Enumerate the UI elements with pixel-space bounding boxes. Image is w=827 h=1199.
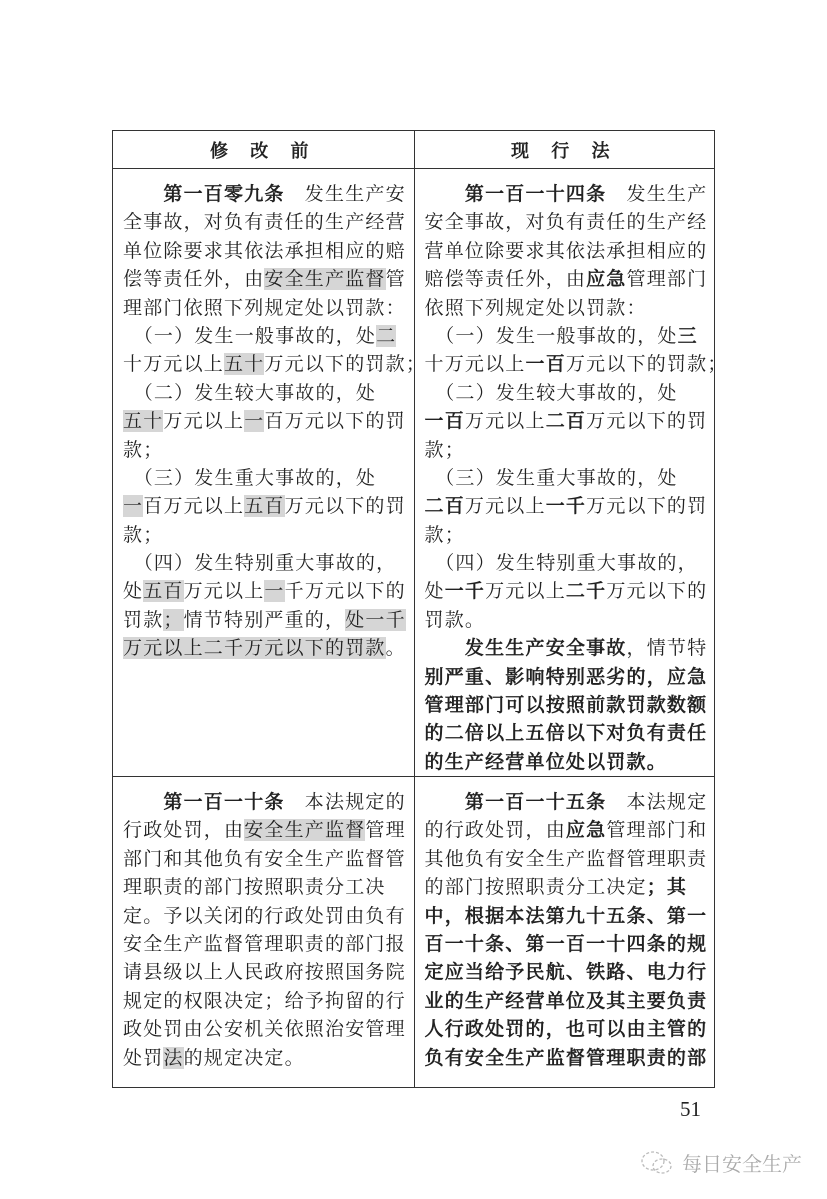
watermark-text: 每日安全生产 (682, 1154, 802, 1176)
text-segment: 的部门按照职责分工决定 (424, 876, 647, 899)
text-segment: 千万元以下的 (284, 580, 406, 603)
text-line (425, 719, 715, 747)
bold-text: 一百 (525, 353, 566, 376)
text-segment (123, 183, 163, 205)
text-segment: 万元以下的罚 (586, 495, 708, 518)
highlighted-text: 二 (376, 324, 397, 347)
text-segment: 处 (123, 580, 144, 603)
text-line (123, 845, 414, 873)
bold-text: 一千 (545, 495, 587, 518)
table-header-row (113, 131, 714, 168)
text-line (123, 930, 414, 958)
text-segment (123, 791, 163, 813)
text-segment: 款； (123, 523, 164, 546)
text-line (123, 987, 414, 1015)
highlighted-text: 一 (244, 410, 265, 433)
text-line (123, 464, 414, 492)
text-line (425, 322, 715, 350)
text-segment: 其他负有安全生产监督管理职责 (424, 847, 708, 870)
text-segment: 百万元以下的罚 (264, 410, 406, 433)
text-segment: 万元以上 (485, 580, 566, 603)
bold-text: 三 (677, 324, 698, 347)
text-line (123, 379, 414, 407)
highlighted-text: 处一千 (345, 608, 406, 631)
text-segment: 万元以下的罚款； (264, 353, 427, 376)
text-line (425, 691, 715, 719)
text-segment: （四）发生特别重大事故的， (123, 552, 397, 575)
highlighted-text: 安全生产监督 (244, 819, 366, 842)
text-line (425, 379, 715, 407)
text-segment (425, 637, 465, 659)
highlighted-text: 五十 (224, 353, 265, 376)
text-segment: 情节特别严重的， (183, 608, 346, 631)
text-segment: 规定的权限决定；给予拘留的行 (123, 989, 406, 1012)
text-line (425, 577, 715, 605)
text-segment: 政处罚由公安机关依照治安管理 (123, 1018, 406, 1041)
text-segment: 单位除要求其依法承担相应的赔 (123, 239, 406, 262)
text-line (425, 634, 715, 662)
text-segment: 万元以下的罚 (586, 410, 708, 433)
highlighted-text: ； (163, 608, 184, 631)
text-line (123, 634, 414, 662)
text-segment: （三）发生重大事故的，处 (424, 466, 678, 489)
text-line (123, 816, 414, 844)
text-segment: 发生生产 (606, 183, 708, 205)
text-segment: 理职责的部门按照职责分工决 (123, 876, 386, 899)
bold-text: 第一百一十五条 (464, 791, 607, 813)
text-segment: 万元以下的罚款； (565, 353, 728, 376)
text-line (123, 1044, 414, 1072)
watermark (640, 1148, 802, 1177)
bold-text: 一千 (444, 580, 486, 603)
text-line (425, 180, 715, 208)
text-line (123, 577, 414, 605)
text-segment: ，情节特 (626, 637, 708, 660)
table-row (113, 776, 714, 1087)
text-segment: （三）发生重大事故的，处 (123, 466, 377, 489)
text-segment: 罚款。 (424, 608, 486, 631)
highlighted-text: 万元以上二千万元以下的罚款 (123, 637, 386, 660)
text-segment: （四）发生特别重大事故的， (424, 552, 698, 575)
text-line (425, 464, 715, 492)
bold-text: ；其 (646, 876, 688, 899)
text-line (425, 436, 715, 464)
text-segment (425, 183, 465, 205)
text-segment: 万元以上 (183, 580, 265, 603)
text-line (425, 521, 715, 549)
text-line (123, 350, 427, 378)
highlighted-text: 五百 (143, 580, 184, 603)
text-segment: （二）发生较大事故的，处 (123, 381, 377, 404)
text-line (425, 606, 715, 634)
text-segment: 处罚 (123, 1046, 164, 1069)
highlighted-text: 五十 (123, 410, 164, 433)
before-cell (113, 169, 427, 776)
current-cell (414, 169, 728, 776)
highlighted-text: 一 (264, 580, 285, 603)
text-segment: 万元以上 (464, 495, 546, 518)
text-segment: 管理 (365, 819, 406, 842)
text-segment: 管 (385, 268, 406, 291)
bold-text: 的生产经营单位处以罚款。 (424, 750, 667, 773)
text-segment: 本法规定的 (284, 791, 406, 813)
text-line (424, 350, 728, 378)
header-before-revision: 修 改 前 (209, 140, 317, 162)
bold-text: 第一百一十四条 (464, 183, 607, 205)
text-segment (425, 791, 465, 813)
bold-text: 别严重、影响特别恶劣的，应急 (424, 665, 708, 688)
text-line (123, 873, 414, 901)
bold-text: 中，根据本法第九十五条、第一 (424, 904, 708, 927)
text-segment: 万元以下的 (606, 580, 708, 603)
text-line (425, 873, 715, 901)
text-line (425, 549, 715, 577)
text-segment: 处 (424, 580, 445, 603)
text-line (425, 748, 715, 776)
text-segment: 十万元以上 (424, 353, 526, 376)
bold-text: 百一十条、第一百一十四条的规 (424, 932, 708, 955)
text-line (123, 521, 414, 549)
text-segment: 十万元以上 (123, 353, 225, 376)
text-segment: 万元以上 (163, 410, 245, 433)
text-segment: 管理部门和 (606, 819, 708, 842)
text-segment: 。 (385, 637, 406, 660)
comparison-table (112, 130, 728, 1088)
bold-text: 发生生产安全事故 (464, 637, 627, 660)
header-current-law: 现 行 法 (414, 131, 715, 168)
bold-text: 二千 (565, 580, 607, 603)
text-line (425, 1044, 715, 1072)
text-segment: 赔偿等责任外，由 (424, 268, 587, 291)
text-line (425, 930, 715, 958)
text-segment: （一）发生一般事故的，处 (424, 324, 678, 347)
highlighted-text: 五百 (244, 495, 285, 518)
text-segment: 万元以上 (464, 410, 546, 433)
text-segment: 的行政处罚，由 (424, 819, 566, 842)
text-line (425, 902, 715, 930)
bold-text: 业的生产经营单位及其主要负责 (424, 989, 708, 1012)
bold-text: 管理部门可以按照前款罚款数额 (424, 694, 708, 717)
before-cell (113, 777, 414, 1087)
text-line (123, 606, 414, 634)
highlighted-text: 一 (123, 495, 144, 518)
text-line (123, 1015, 414, 1043)
text-segment: 的规定决定。 (183, 1046, 305, 1069)
text-segment: 行政处罚，由 (123, 819, 245, 842)
text-line (425, 845, 715, 873)
text-line (123, 436, 414, 464)
current-cell (414, 777, 715, 1087)
text-segment: 发生生产安 (284, 183, 406, 205)
bold-text: 二百 (424, 495, 465, 518)
text-line (425, 663, 715, 691)
text-line (425, 208, 715, 236)
text-line (425, 958, 715, 986)
text-line (123, 322, 414, 350)
text-line (425, 294, 715, 322)
text-line (425, 407, 715, 435)
text-segment: 理部门依照下列规定处以罚款： (123, 296, 406, 319)
text-line (123, 294, 414, 322)
text-line (123, 902, 414, 930)
bold-text: 人行政处罚的，也可以由主管的 (424, 1018, 708, 1041)
text-line (425, 1015, 715, 1043)
text-line (425, 816, 715, 844)
text-segment: 本法规定 (606, 791, 708, 813)
text-segment: 万元以下的罚 (284, 495, 406, 518)
text-segment: 安全生产监督管理职责的部门报 (123, 932, 406, 955)
highlighted-text: 安全生产监督 (264, 268, 386, 291)
text-segment: 部门和其他负有安全生产监督管 (123, 847, 406, 870)
text-segment: 安全事故，对负有责任的生产经 (424, 211, 708, 234)
text-segment: 请县级以上人民政府按照国务院 (123, 961, 406, 984)
text-segment: 款； (123, 438, 164, 461)
table-row (113, 168, 728, 776)
page-number: 51 (680, 1097, 701, 1121)
bold-text: 定应当给予民航、铁路、电力行 (424, 961, 708, 984)
text-line (123, 180, 414, 208)
text-line (123, 407, 414, 435)
text-line (123, 208, 414, 236)
text-line (425, 987, 715, 1015)
text-line (123, 549, 414, 577)
text-line (123, 265, 414, 293)
text-segment: 定。予以关闭的行政处罚由负有 (123, 904, 406, 927)
text-segment: 偿等责任外，由 (123, 268, 265, 291)
bold-text: 负有安全生产监督管理职责的部 (424, 1046, 708, 1069)
text-segment: 罚款 (123, 608, 164, 631)
bold-text: 的二倍以上五倍以下对负有责任 (424, 722, 708, 745)
wechat-icon (640, 1150, 674, 1176)
text-segment: 款； (424, 438, 465, 461)
text-line (123, 492, 414, 520)
text-line (425, 237, 715, 265)
text-segment: 依照下列规定处以罚款： (424, 296, 647, 319)
text-segment: （一）发生一般事故的，处 (123, 324, 377, 347)
text-segment: （二）发生较大事故的，处 (424, 381, 678, 404)
text-line (425, 492, 715, 520)
bold-text: 二百 (545, 410, 587, 433)
text-segment: 管理部门 (626, 268, 708, 291)
text-line (425, 265, 715, 293)
highlighted-text: 法 (163, 1046, 184, 1069)
text-segment: 营单位除要求其依法承担相应的 (424, 239, 708, 262)
bold-text: 一百 (424, 410, 465, 433)
bold-text: 应急 (586, 268, 627, 291)
text-line (123, 788, 414, 816)
text-line (123, 958, 414, 986)
text-segment: 百万元以上 (143, 495, 245, 518)
bold-text: 应急 (565, 819, 607, 842)
bold-text: 第一百零九条 (163, 183, 285, 205)
text-line (123, 237, 414, 265)
text-segment: 款； (424, 523, 465, 546)
text-line (425, 788, 715, 816)
text-segment: 全事故，对负有责任的生产经营 (123, 211, 406, 234)
bold-text: 第一百一十条 (163, 791, 285, 813)
